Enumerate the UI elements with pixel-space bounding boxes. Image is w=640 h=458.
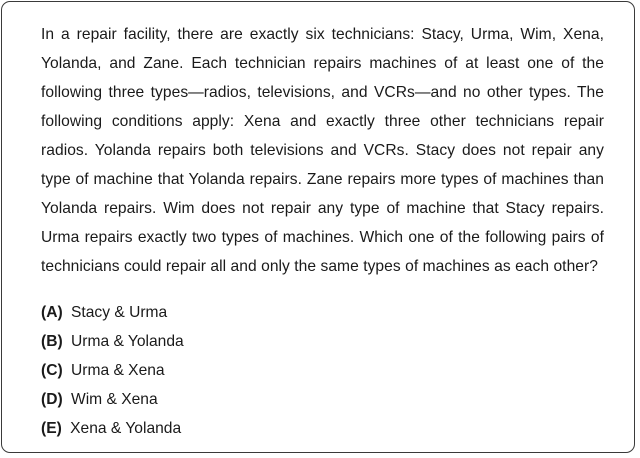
question-card <box>1 1 635 453</box>
choice-text: Urma & Xena <box>71 362 165 379</box>
choice-text: Stacy & Urma <box>71 304 168 321</box>
answer-choice-e[interactable] <box>41 414 601 443</box>
choice-text: Urma & Yolanda <box>71 333 184 350</box>
choice-letter: (E) <box>41 420 62 437</box>
question-text: In a repair facility, there are exactly six technicians: Stacy, Urma, Wim, Xena, Yolanda, and Zane. Each technician repairs machines of at least one of the following three types—radios, televisions, and VCRs—and no other types. The following conditions apply: Xena and exactly three other technicians repair radios. Yolanda repairs both televisions and VCRs. Stacy does not repair any type of machine that Yolanda repairs. Zane repairs more types of machines than Yolanda repairs. Wim does not repair any type of machine that Stacy repairs. Urma repairs exactly two types of machines. Which one of the following pairs of technicians could repair all and only the same types of machines as each other? <box>41 26 604 275</box>
choice-letter: (B) <box>41 333 63 350</box>
answer-choice-c[interactable] <box>41 356 601 385</box>
choice-text: Wim & Xena <box>71 391 158 408</box>
answer-choices <box>41 298 601 443</box>
choice-letter: (C) <box>41 362 63 379</box>
choice-text: Xena & Yolanda <box>70 420 182 437</box>
choice-letter: (D) <box>41 391 63 408</box>
choice-letter: (A) <box>41 304 63 321</box>
answer-choice-b[interactable] <box>41 327 601 356</box>
answer-choice-d[interactable] <box>41 385 601 414</box>
answer-choice-a[interactable] <box>41 298 601 327</box>
